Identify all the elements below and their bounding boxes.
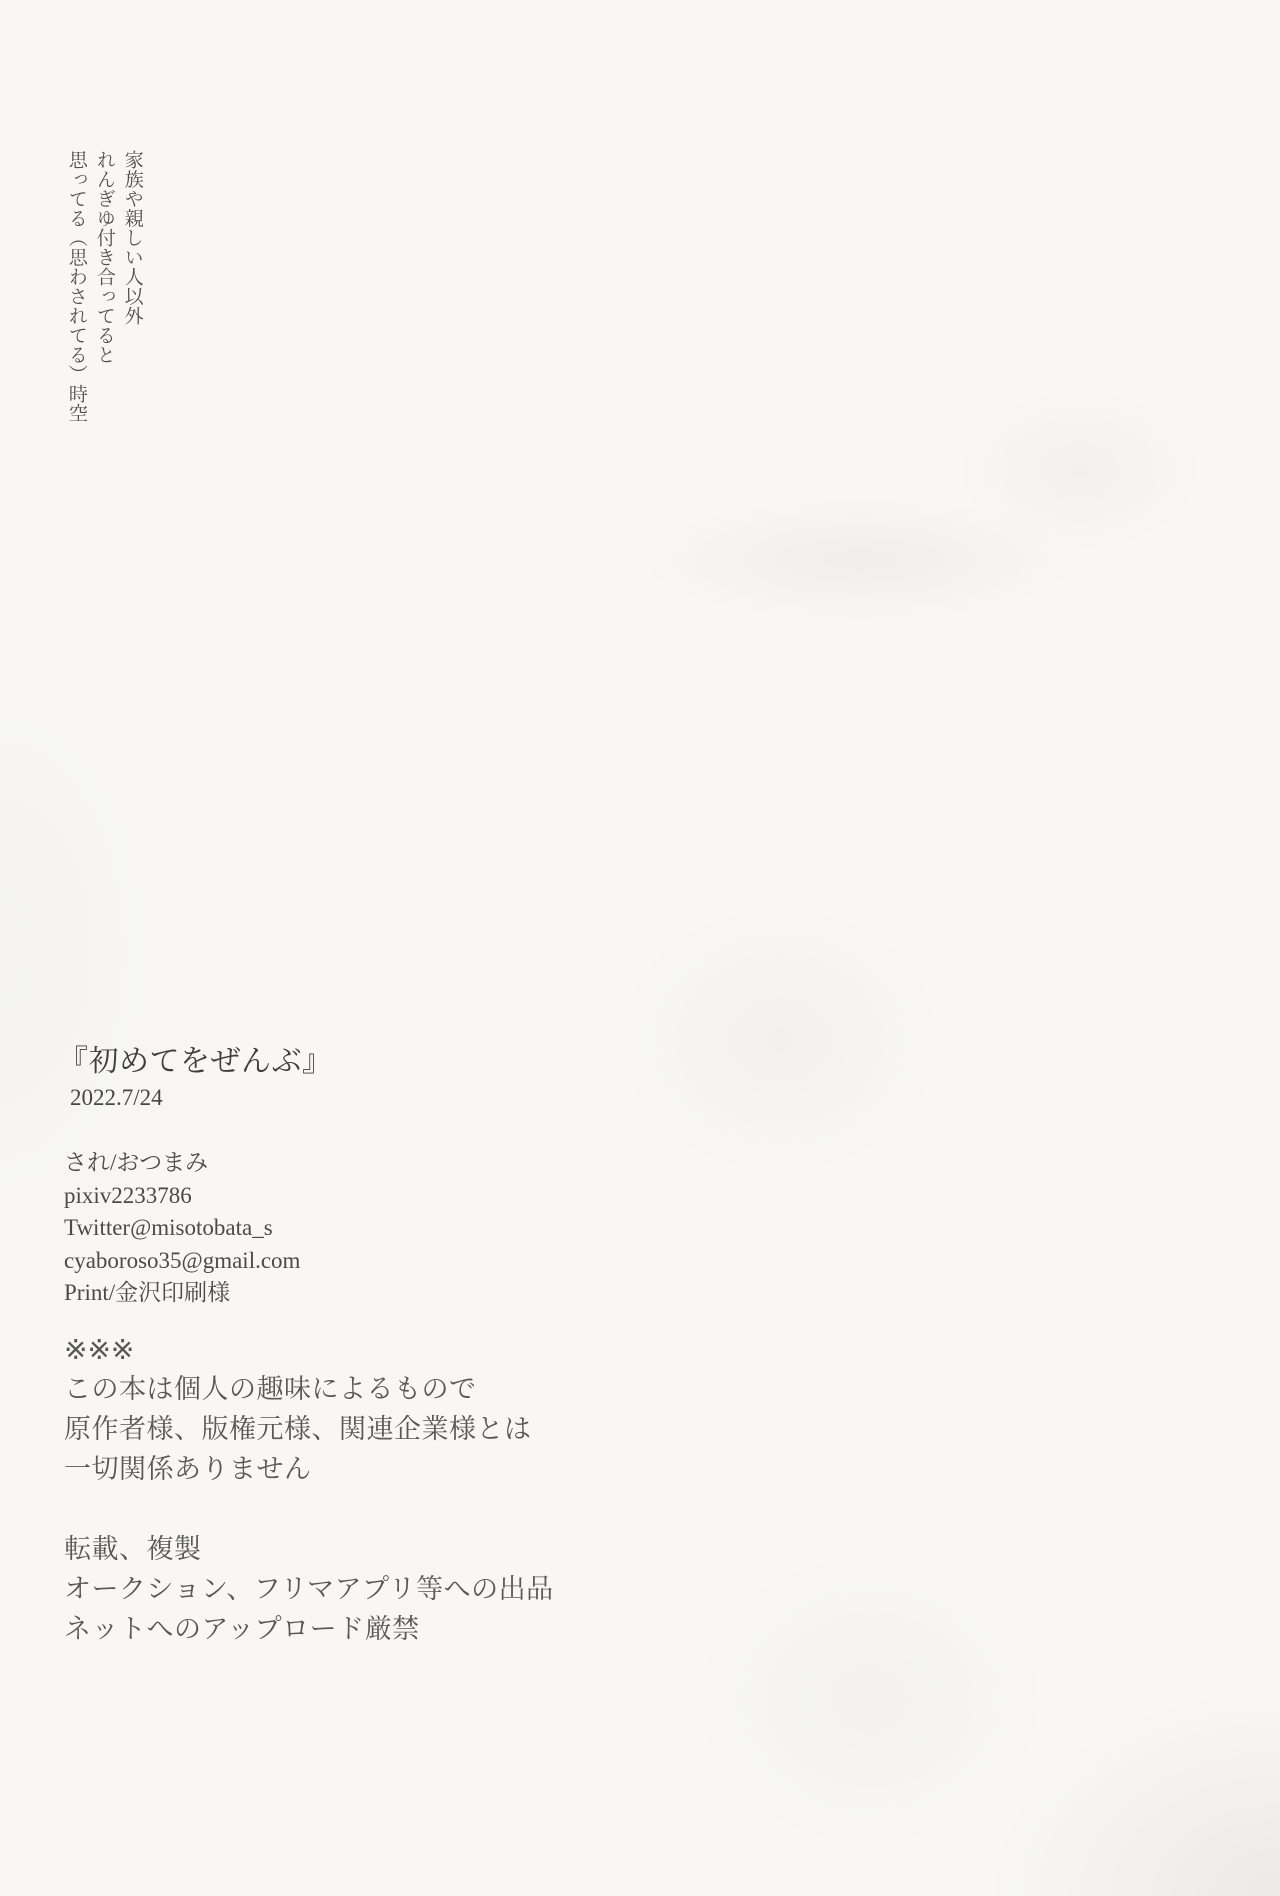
release-date: 2022.7/24: [70, 1085, 163, 1110]
credit-line-circle: され/おつまみ: [64, 1150, 209, 1175]
credit-line-printer: Print/金沢印刷様: [64, 1280, 231, 1305]
credit-line-email: cyaboroso35@gmail.com: [64, 1247, 301, 1273]
disclaimer-line: この本は個人の趣味によるもので: [64, 1374, 477, 1404]
disclaimer-line: 一切関係ありません: [64, 1454, 312, 1484]
reference-marks: ※※※: [64, 1334, 135, 1365]
margin-note-line: 家族や親しい人以外: [121, 150, 143, 326]
margin-note-line: 思ってる（思わされてる）時空: [65, 150, 87, 423]
prohibitions-block: [64, 1529, 554, 1649]
prohibition-line: オークション、フリマアプリ等への出品: [64, 1574, 554, 1604]
credits-block: [64, 1147, 300, 1310]
prohibition-line: ネットへのアップロード厳禁: [64, 1614, 420, 1644]
disclaimer-line: 原作者様、版権元様、関連企業様とは: [64, 1414, 532, 1444]
margin-note-line: れんぎゆ付き合ってると: [93, 150, 115, 365]
credit-line-pixiv: pixiv2233786: [64, 1182, 192, 1208]
credit-line-twitter: Twitter@misotobata_s: [64, 1215, 273, 1240]
disclaimer-block: [64, 1369, 532, 1489]
margin-note-vertical-text: [62, 150, 146, 450]
book-title: 『初めてをぜんぶ』: [58, 1045, 333, 1078]
prohibition-line: 転載、複製: [64, 1534, 202, 1564]
